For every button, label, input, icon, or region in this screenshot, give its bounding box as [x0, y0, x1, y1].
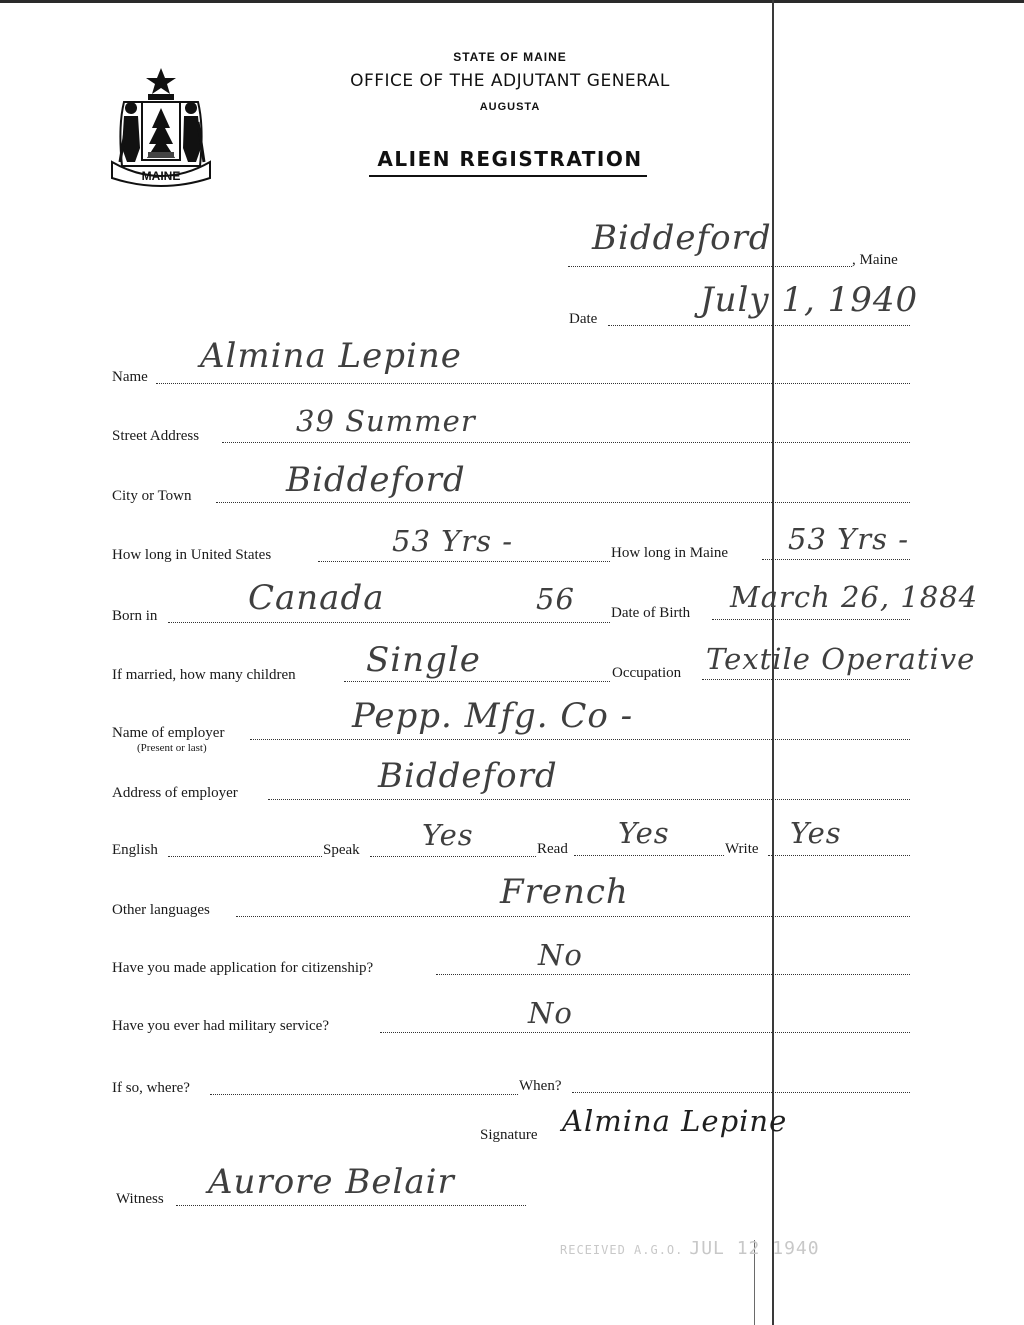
other-languages-value: French — [500, 872, 629, 912]
employer-address-value: Biddeford — [378, 756, 558, 796]
military-label: Have you ever had military service? — [112, 1018, 329, 1034]
employer-note: (Present or last) — [137, 742, 207, 754]
employer-address-line — [268, 799, 910, 800]
speak-line — [370, 856, 536, 857]
witness-label: Witness — [116, 1191, 164, 1207]
form-title: ALIEN REGISTRATION — [377, 147, 643, 171]
employer-value: Pepp. Mfg. Co - — [352, 696, 634, 736]
received-stamp — [560, 1238, 820, 1259]
read-line — [574, 855, 724, 856]
received-stamp-date: JUL 12 1940 — [689, 1238, 820, 1259]
where-label: If so, where? — [112, 1080, 190, 1096]
how-long-us-label: How long in United States — [112, 547, 272, 563]
english-label: English — [112, 842, 158, 858]
name-value: Almina Lepine — [200, 336, 462, 376]
other-languages-line — [236, 916, 910, 917]
street-value: 39 Summer — [296, 404, 476, 438]
age-value: 56 — [536, 582, 575, 616]
maine-label: , Maine — [852, 252, 898, 268]
where-line — [210, 1094, 518, 1095]
when-label: When? — [519, 1078, 562, 1094]
employer-label: Name of employer — [112, 725, 225, 741]
town-value: Biddeford — [592, 218, 772, 258]
write-label: Write — [725, 841, 759, 857]
date-line — [608, 325, 910, 326]
when-line — [572, 1092, 910, 1093]
city-line — [216, 502, 910, 503]
read-label: Read — [537, 841, 568, 857]
dob-value: March 26, 1884 — [730, 580, 979, 614]
date-value: July 1, 1940 — [700, 280, 919, 320]
signature-value: Almina Lepine — [562, 1104, 788, 1138]
children-label: If married, how many children — [112, 667, 296, 683]
title-underline — [369, 175, 647, 177]
born-in-label: Born in — [112, 608, 158, 624]
name-line — [156, 383, 910, 384]
witness-value: Aurore Belair — [208, 1162, 455, 1202]
signature-label: Signature — [480, 1127, 538, 1143]
speak-label: Speak — [323, 842, 360, 858]
name-label: Name — [112, 369, 148, 385]
children-line — [344, 681, 610, 682]
street-line — [222, 442, 910, 443]
english-line — [168, 856, 322, 857]
how-long-maine-line — [762, 559, 910, 560]
children-value: Single — [366, 640, 481, 680]
maine-state-seal-icon — [108, 66, 214, 190]
citizenship-value: No — [538, 938, 583, 972]
dob-line — [712, 619, 910, 620]
born-in-line — [168, 622, 610, 623]
city-value: Biddeford — [286, 460, 466, 500]
occupation-label: Occupation — [612, 665, 682, 681]
seal-label: MAINE — [141, 169, 181, 183]
write-line — [768, 855, 910, 856]
how-long-maine-value: 53 Yrs - — [788, 522, 910, 556]
military-line — [380, 1032, 910, 1033]
occupation-value: Textile Operative — [706, 642, 976, 676]
office-heading: OFFICE OF THE ADJUTANT GENERAL — [350, 71, 670, 91]
how-long-maine-label: How long in Maine — [611, 545, 729, 561]
other-languages-label: Other languages — [112, 902, 210, 918]
date-label: Date — [569, 311, 598, 327]
citizenship-label: Have you made application for citizenship? — [112, 960, 374, 976]
how-long-us-line — [318, 561, 610, 562]
state-heading: STATE OF MAINE — [453, 50, 567, 64]
military-value: No — [528, 996, 573, 1030]
speak-value: Yes — [422, 818, 474, 852]
town-line — [568, 266, 852, 267]
city-heading: AUGUSTA — [479, 101, 541, 113]
street-label: Street Address — [112, 428, 200, 444]
dob-label: Date of Birth — [611, 605, 691, 621]
city-label: City or Town — [112, 488, 192, 504]
born-in-value: Canada — [248, 578, 385, 618]
occupation-line — [702, 679, 910, 680]
employer-address-label: Address of employer — [112, 785, 238, 801]
received-stamp-text: RECEIVED A.G.O. — [560, 1243, 684, 1257]
citizenship-line — [436, 974, 910, 975]
employer-line — [250, 739, 910, 740]
read-value: Yes — [618, 816, 670, 850]
how-long-us-value: 53 Yrs - — [392, 524, 514, 558]
write-value: Yes — [790, 816, 842, 850]
witness-line — [176, 1205, 526, 1206]
top-border — [0, 0, 1024, 3]
